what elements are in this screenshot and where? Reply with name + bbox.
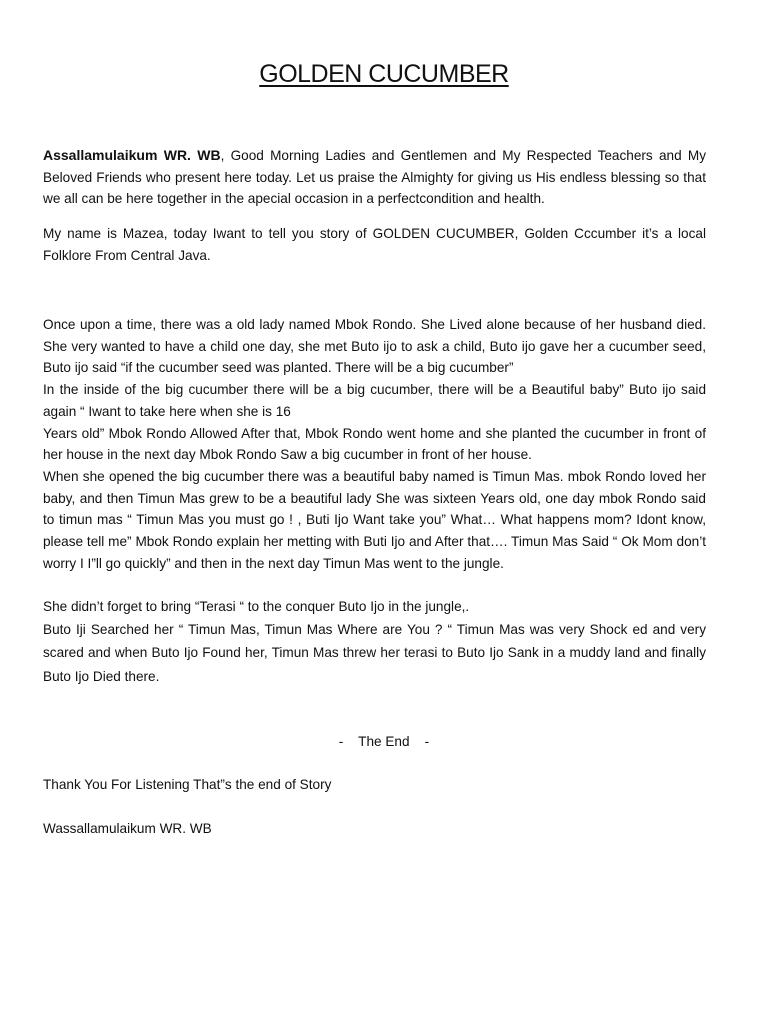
thanks-line: Thank You For Listening That”s the end of Story — [43, 777, 332, 792]
intro-paragraph — [43, 145, 706, 210]
the-end-label: - The End - — [338, 734, 430, 749]
document-title: GOLDEN CUCUMBER — [259, 60, 509, 88]
story-paragraph-1: Once upon a time, there was a old lady named Mbok Rondo. She Lived alone because of her husband died. She very wanted to have a child one day, she met Buto ijo to ask a child, Buto ijo gave her a cucumber seed, Buto ijo said “if the cucumber seed was planted. There will be a big cucumber” — [43, 317, 706, 376]
story-block-1 — [43, 314, 706, 574]
story-paragraph-2: In the inside of the big cucumber there will be a big cucumber, there will be a Beautiful baby” Buto ijo said again “ Iwant to take here when she is 16 — [43, 382, 706, 419]
closing-line: Wassallamulaikum WR. WB — [43, 821, 212, 836]
intro-greeting: Assallamulaikum WR. WB — [43, 147, 221, 163]
story-paragraph-6: Buto Iji Searched her “ Timun Mas, Timun Mas Where are You ? “ Timun Mas was very Shock ed and very scared and when Buto Ijo Found her, Timun Mas threw her terasi to Buto Ijo Sank in a muddy land and finally Buto Ijo Died there. — [43, 621, 706, 684]
story-paragraph-3: Years old” Mbok Rondo Allowed After that, Mbok Rondo went home and she planted the cucumber in front of her house in the next day Mbok Rondo Saw a big cucumber in front of her house. — [43, 425, 706, 463]
story-block-2 — [43, 596, 706, 688]
story-paragraph-5: She didn’t forget to bring “Terasi “ to the conquer Buto Ijo in the jungle,. — [43, 599, 470, 614]
name-paragraph: My name is Mazea, today Iwant to tell you story of GOLDEN CUCUMBER, Golden Cccumber it’s a local Folklore From Central Java. — [43, 226, 706, 263]
intro-text: , Good Morning Ladies and Gentlemen and My Respected Teachers and My Beloved Friends who present here today. Let us praise the Almighty for giving us His endless blessing so that we all can be here together in the apecial occasion in a perfectcondition and health. — [43, 148, 706, 207]
story-paragraph-4: When she opened the big cucumber there was a beautiful baby named is Timun Mas. mbok Rondo loved her baby, and then Timun Mas grew to be a beautiful lady She was sixteen Years old, one day mbok Rondo said to timun mas “ Timun Mas you must go ! , Buti Ijo Want take you” What… What happens mom? Idont know, please tell me” Mbok Rondo explain her metting with Buti Ijo and After that…. Timun Mas Said “ Ok Mom don’t worry I I”ll go quickly” and then in the next day Timun Mas went to the jungle. — [43, 468, 706, 571]
